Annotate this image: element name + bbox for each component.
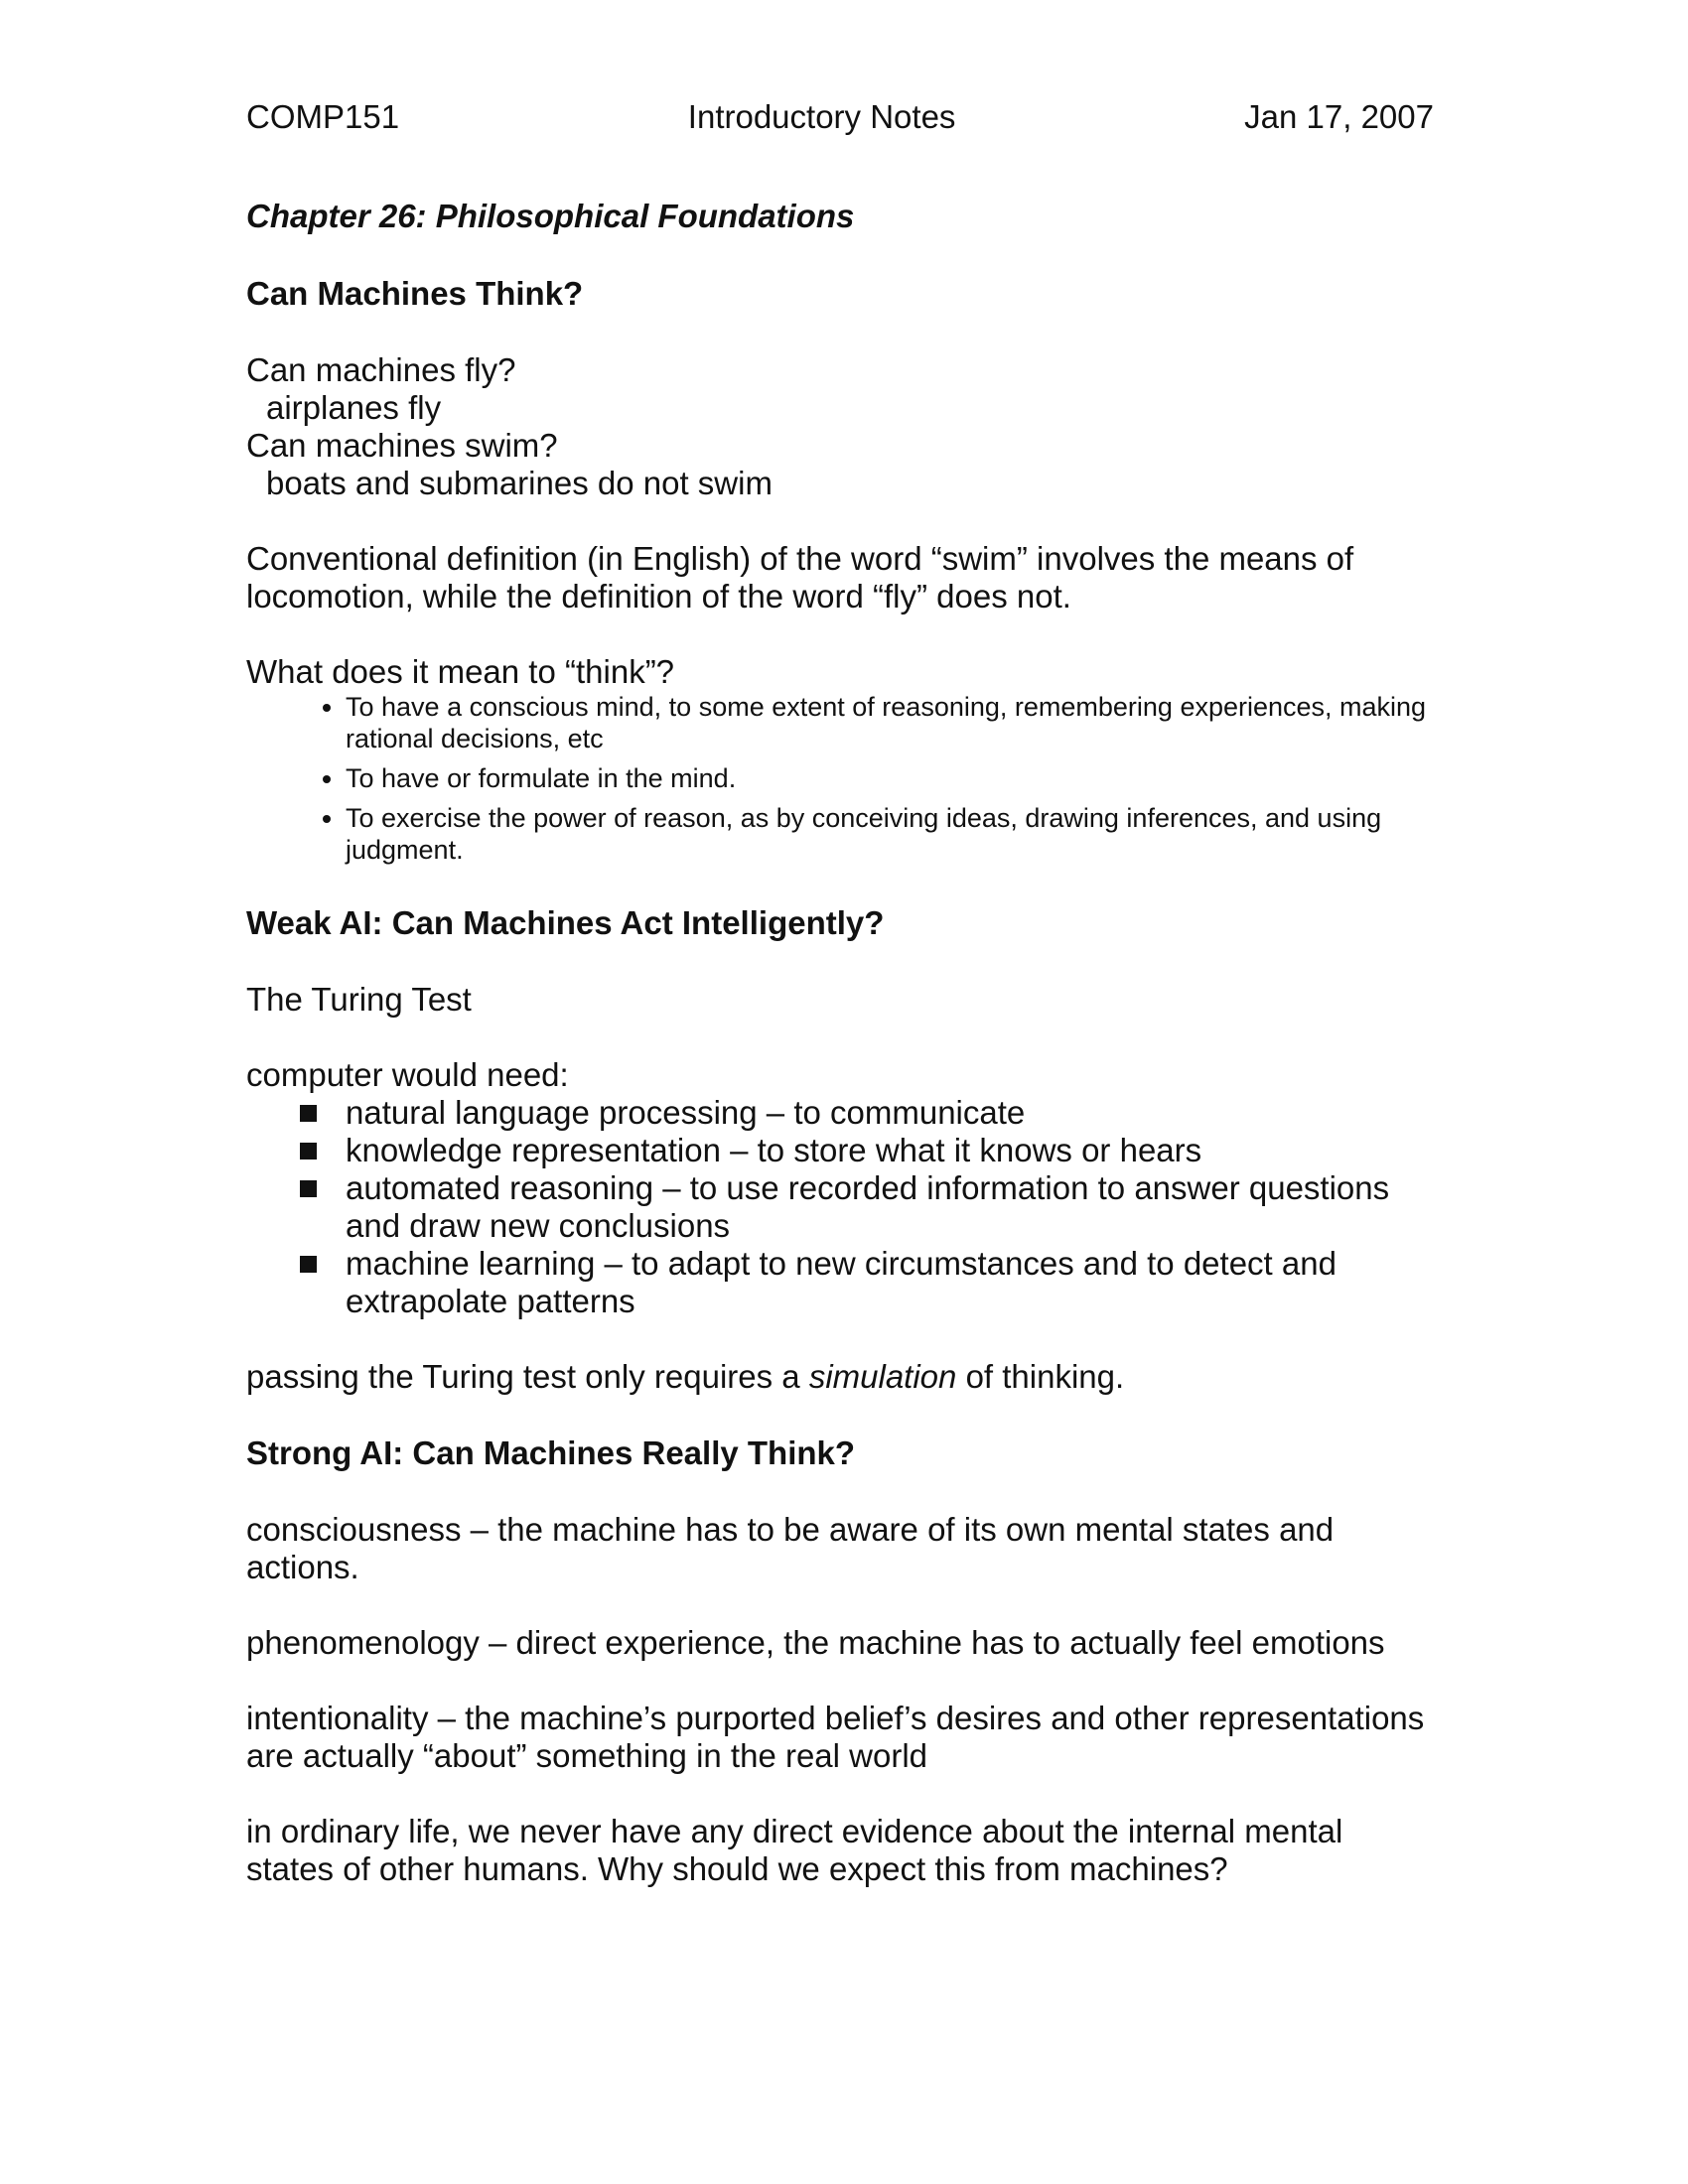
list-item: automated reasoning – to use recorded information to answer questions and draw new conclusions — [246, 1169, 1438, 1245]
definition-paragraph: Conventional definition (in English) of the word “swim” involves the means of locomotion, while the definition of the word “fly” does not. — [246, 540, 1354, 614]
header-date: Jan 17, 2007 — [1244, 98, 1434, 135]
list-item: • To have or formulate in the mind. — [346, 762, 1438, 794]
list-item: machine learning – to adapt to new circumstances and to detect and extrapolate patterns — [246, 1245, 1438, 1320]
computer-needs-list — [246, 1094, 1438, 1320]
section-heading-weak-ai: Weak AI: Can Machines Act Intelligently? — [246, 904, 885, 941]
section-heading-can-machines-think: Can Machines Think? — [246, 275, 584, 312]
computer-needs-label: computer would need: — [246, 1056, 569, 1093]
consciousness-paragraph: consciousness – the machine has to be aware of its own mental states and actions. — [246, 1511, 1335, 1585]
text-line: Can machines swim? — [246, 427, 558, 464]
text-span: of thinking. — [956, 1358, 1125, 1395]
turing-test-label: The Turing Test — [246, 981, 472, 1018]
page-header — [246, 97, 1434, 137]
phenomenology-paragraph: phenomenology – direct experience, the machine has to actually feel emotions — [246, 1624, 1385, 1661]
section-heading-strong-ai: Strong AI: Can Machines Really Think? — [246, 1434, 856, 1471]
chapter-title: Chapter 26: Philosophical Foundations — [246, 198, 855, 234]
header-title: Introductory Notes — [687, 98, 956, 135]
think-definitions-list — [246, 691, 1438, 866]
document-body — [246, 197, 1438, 1888]
text-line: boats and submarines do not swim — [266, 465, 773, 501]
think-question: What does it mean to “think”? — [246, 653, 675, 690]
list-item: natural language processing – to communicate — [246, 1094, 1438, 1132]
text-span: passing the Turing test only requires a — [246, 1358, 809, 1395]
text-line: airplanes fly — [266, 389, 442, 426]
ordinary-life-paragraph: in ordinary life, we never have any direct evidence about the internal mental states of other humans. Why should we expect this from machines? — [246, 1813, 1343, 1887]
text-line: Can machines fly? — [246, 351, 516, 388]
list-item: • To exercise the power of reason, as by conceiving ideas, drawing inferences, and using judgment. — [346, 802, 1438, 866]
turing-simulation-paragraph — [246, 1358, 1438, 1396]
header-course: COMP151 — [246, 98, 400, 135]
list-item: knowledge representation – to store what it knows or hears — [246, 1132, 1438, 1169]
intentionality-paragraph: intentionality – the machine’s purported belief’s desires and other representations are actually “about” something in the real world — [246, 1700, 1425, 1774]
emphasis-simulation: simulation — [808, 1358, 957, 1395]
list-item: • To have a conscious mind, to some extent of reasoning, remembering experiences, making rational decisions, etc — [346, 691, 1438, 754]
